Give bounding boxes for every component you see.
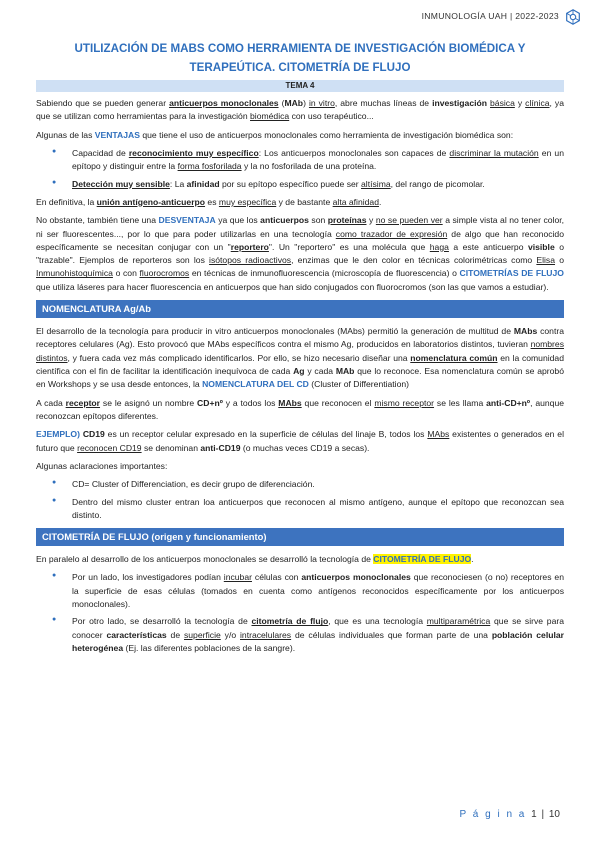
header-text: INMUNOLOGÍA UAH | 2022-2023 [421,11,559,22]
list-item: ● Por un lado, los investigadores podían incubar células con anticuerpos monoclonales que reconociesen (o no) receptores en la superficie de esas células (tomados en cuenta como antígenos reconocidos específicamente por los anticuerpos monoclonales). [36,571,564,611]
page-header [422,8,582,26]
page-number: 1 [531,809,537,820]
ventajas-list [36,147,564,191]
ejemplo-paragraph: EJEMPLO) CD19 es un receptor celular expresado en la superficie de células del linaje B, todos los MAbs existentes o generados en el futuro que reconocen CD19 se denominan anti-CD19 (o muchas veces CD19 a secas). [36,429,565,453]
intro-paragraph-2: Algunas de las VENTAJAS que tiene el uso de anticuerpos monoclonales como herramienta de investigación biomédica son: [36,129,514,140]
list-item: ● Dentro del mismo cluster entran loa anticuerpos que reconocen al mismo antígeno, aunque el epítopo que reconozcan sea distinto. [36,496,564,523]
list-item: ● CD= Cluster of Differenciation, es decir grupo de diferenciación. [36,478,564,491]
tema-banner: TEMA 4 [36,80,564,92]
citometria-list [36,571,564,655]
intro-paragraph-4: No obstante, también tiene una DESVENTAJA ya que los anticuerpos son proteínas y no se pueden ver a simple vista al no tener color, ni ser fluorescentes..., por lo que para poder utilizarlas en una tecnología como trazador de expresión de algo que han reconocido específicamente se necesitan conjugar con un "reportero". Un "reportero" es una molécula que haga a este anticuerpo visible o "trazable". Ejemplos de reporteros son los isótopos radioactivos, enzimas que le den color en técnicas colorimétricas como Elisa o Inmunohistoquímica o con fluorocromos en técnicas de inmunofluorescencia (microscopía de fluorescencia) o CITOMETRÍAS DE FLUJO que utiliza láseres para hacer fluorescencia en anticuerpos que han sido conjugados con fluorocromos (son las que vamos a estudiar). [36,215,564,292]
title-line-2: TERAPEÚTICA. CITOMETRÍA DE FLUJO [189,60,411,74]
citometria-paragraph-1: En paralelo al desarrollo de los anticuerpos monoclonales se desarrolló la tecnología de CITOMETRÍA DE FLUJO. [36,554,474,565]
page-title [36,40,564,77]
page-footer [460,807,561,823]
page-total: 10 [548,809,560,820]
intro-paragraph-3: En definitiva, la unión antígeno-anticuerpo es muy específica y de bastante alta afinidad. [36,196,382,207]
nomenclatura-paragraph-1: El desarrollo de la tecnología para producir in vitro anticuerpos monoclonales (MAbs) permitió la generación de multitud de MAbs contra receptores celulares (Ag). Esto provocó que MAbs específicos contra el mismo Ag, producidos en laboratorios distintos, tuvieran nombres distintos, y fuera cada vez más complicado identificarlos. Por ello, se hizo necesario diseñar una nomenclatura común en la comunidad científica con el fin de facilitar la identificación inequívoca de cada Ag y cada MAb que lo reconoce. Esa nomenclatura común se aprobó en Workshops y se usa desde entonces, la NOMENCLATURA DEL CD (Cluster of Differentiation) [36,326,564,390]
intro-paragraph-1: Sabiendo que se pueden generar anticuerpos monoclonales (MAb) in vitro, abre muchas líneas de investigación básica y clínica, ya que se utilizan como herramientas para la investigación biomédica con uso terapéutico... [36,98,565,122]
section-header-citometria: CITOMETRÍA DE FLUJO (origen y funcionamiento) [36,528,564,546]
list-item: ● Capacidad de reconocimiento muy específico: Los anticuerpos monoclonales son capaces de discriminar la mutación en un epítopo y distinguir entre la forma fosforilada y la no fosforilada de una proteína. [36,147,564,174]
nomenclatura-paragraph-2: A cada receptor se le asignó un nombre CD+nº y a todos los MAbs que reconocen el mismo receptor se les llama anti-CD+nº, aunque reconozcan epítopos diferentes. [36,397,565,421]
virus-icon [564,8,582,26]
aclaraciones-list [36,478,564,522]
page-separator: | [541,809,545,820]
document-body [36,97,564,660]
title-line-1: UTILIZACIÓN DE MABS COMO HERRAMIENTA DE INVESTIGACIÓN BIOMÉDICA Y [74,42,526,55]
list-item: ● Por otro lado, se desarrolló la tecnología de citometría de flujo, que es una tecnología multiparamétrica que se sirve para conocer características de superficie y/o intracelulares de células individuales que forman parte de una población celular heterogénea (Ej. las diferentes poblaciones de la sangre). [36,615,564,655]
aclaraciones-intro: Algunas aclaraciones importantes: [36,460,168,471]
section-header-nomenclatura: NOMENCLATURA Ag/Ab [36,300,564,318]
list-item: ● Detección muy sensible: La afinidad por su epítopo específico puede ser altísima, del rango de picomolar. [36,178,564,191]
page-label: P á g i n a [459,809,527,820]
